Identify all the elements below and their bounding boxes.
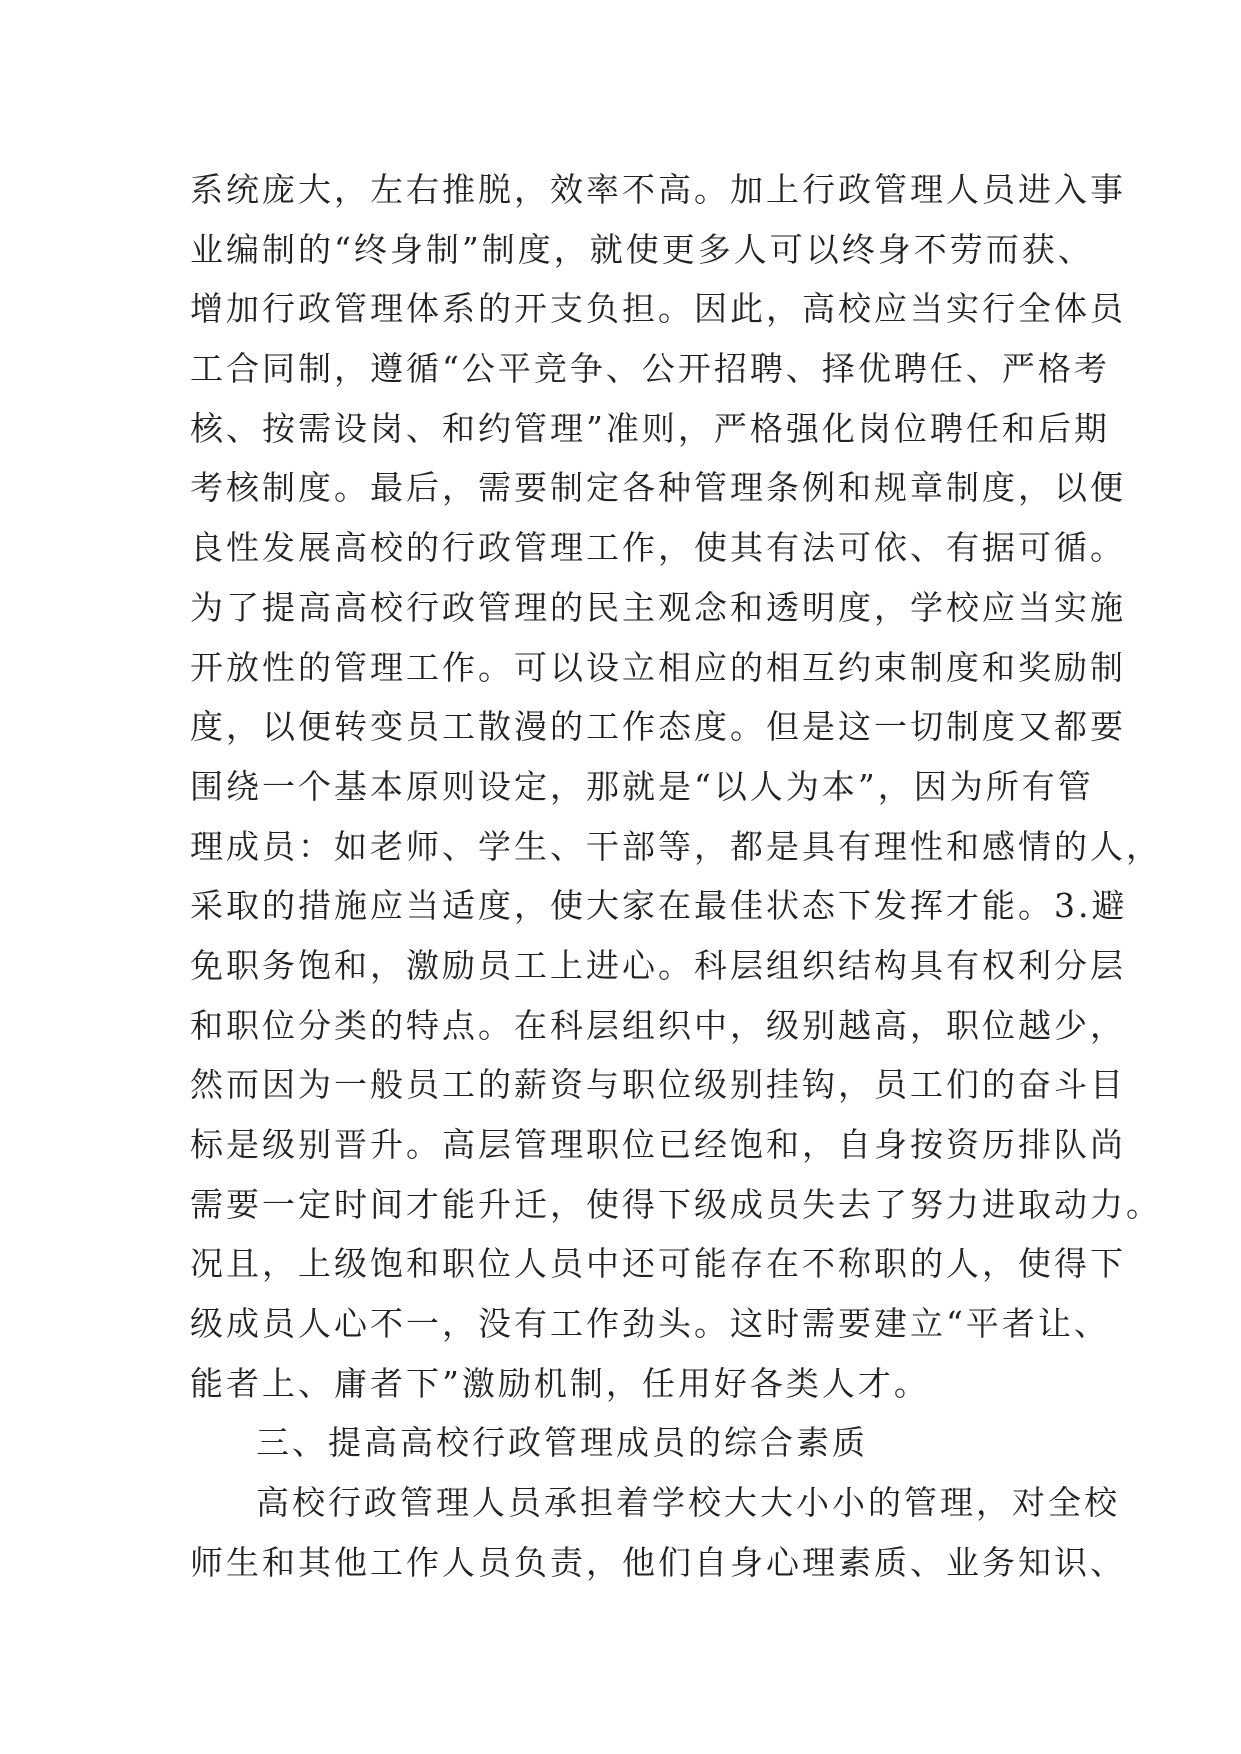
text-line: 核、按需设岗、和约管理”准则，严格强化岗位聘任和后期	[190, 408, 1110, 448]
text-line: 采取的措施应当适度，使大家在最佳状态下发挥才能。3.避	[190, 886, 1128, 926]
text-line: 围绕一个基本原则设定，那就是“以人为本”，因为所有管	[190, 766, 1094, 806]
text-line: 良性发展高校的行政管理工作，使其有法可依、有据可循。	[190, 528, 1126, 568]
text-line: 况且，上级饱和职位人员中还可能存在不称职的人，使得下	[190, 1244, 1126, 1284]
text-line: 级成员人心不一，没有工作劲头。这时需要建立“平者让、	[190, 1304, 1110, 1344]
text-line: 开放性的管理工作。可以设立相应的相互约束制度和奖励制	[190, 647, 1126, 687]
text-line: 标是级别晋升。高层管理职位已经饱和，自身按资历排队尚	[190, 1125, 1126, 1164]
text-line: 师生和其他工作人员负责，他们自身心理素质、业务知识、	[190, 1542, 1126, 1582]
text-line: 能者上、庸者下”激励机制，任用好各类人才。	[190, 1363, 930, 1403]
text-line: 系统庞大，左右推脱，效率不高。加上行政管理人员进入事	[190, 170, 1126, 209]
text-line: 考核制度。最后，需要制定各种管理条例和规章制度，以便	[190, 468, 1126, 508]
section-heading: 三、提高高校行政管理成员的综合素质	[256, 1423, 868, 1463]
text-line: 和职位分类的特点。在科层组织中，级别越高，职位越少，	[190, 1005, 1126, 1045]
text-line: 需要一定时间才能升迁，使得下级成员失去了努力进取动力。	[190, 1184, 1162, 1224]
text-line: 工合同制，遵循“公平竞争、公开招聘、择优聘任、严格考	[190, 349, 1110, 389]
text-line: 高校行政管理人员承担着学校大大小小的管理，对全校	[256, 1483, 1120, 1523]
text-line: 度，以便转变员工散漫的工作态度。但是这一切制度又都要	[190, 707, 1126, 747]
text-line: 为了提高高校行政管理的民主观念和透明度，学校应当实施	[190, 587, 1126, 627]
text-line: 增加行政管理体系的开支负担。因此，高校应当实行全体员	[190, 289, 1126, 329]
text-line: 免职务饱和，激励员工上进心。科层组织结构具有权利分层	[190, 945, 1126, 985]
body-text	[190, 160, 1162, 1593]
text-line: 然而因为一般员工的薪资与职位级别挂钩，员工们的奋斗目	[190, 1065, 1126, 1105]
text-line: 理成员：如老师、学生、干部等，都是具有理性和感情的人，	[190, 826, 1162, 866]
text-line: 业编制的“终身制”制度，就使更多人可以终身不劳而获、	[190, 229, 1094, 269]
